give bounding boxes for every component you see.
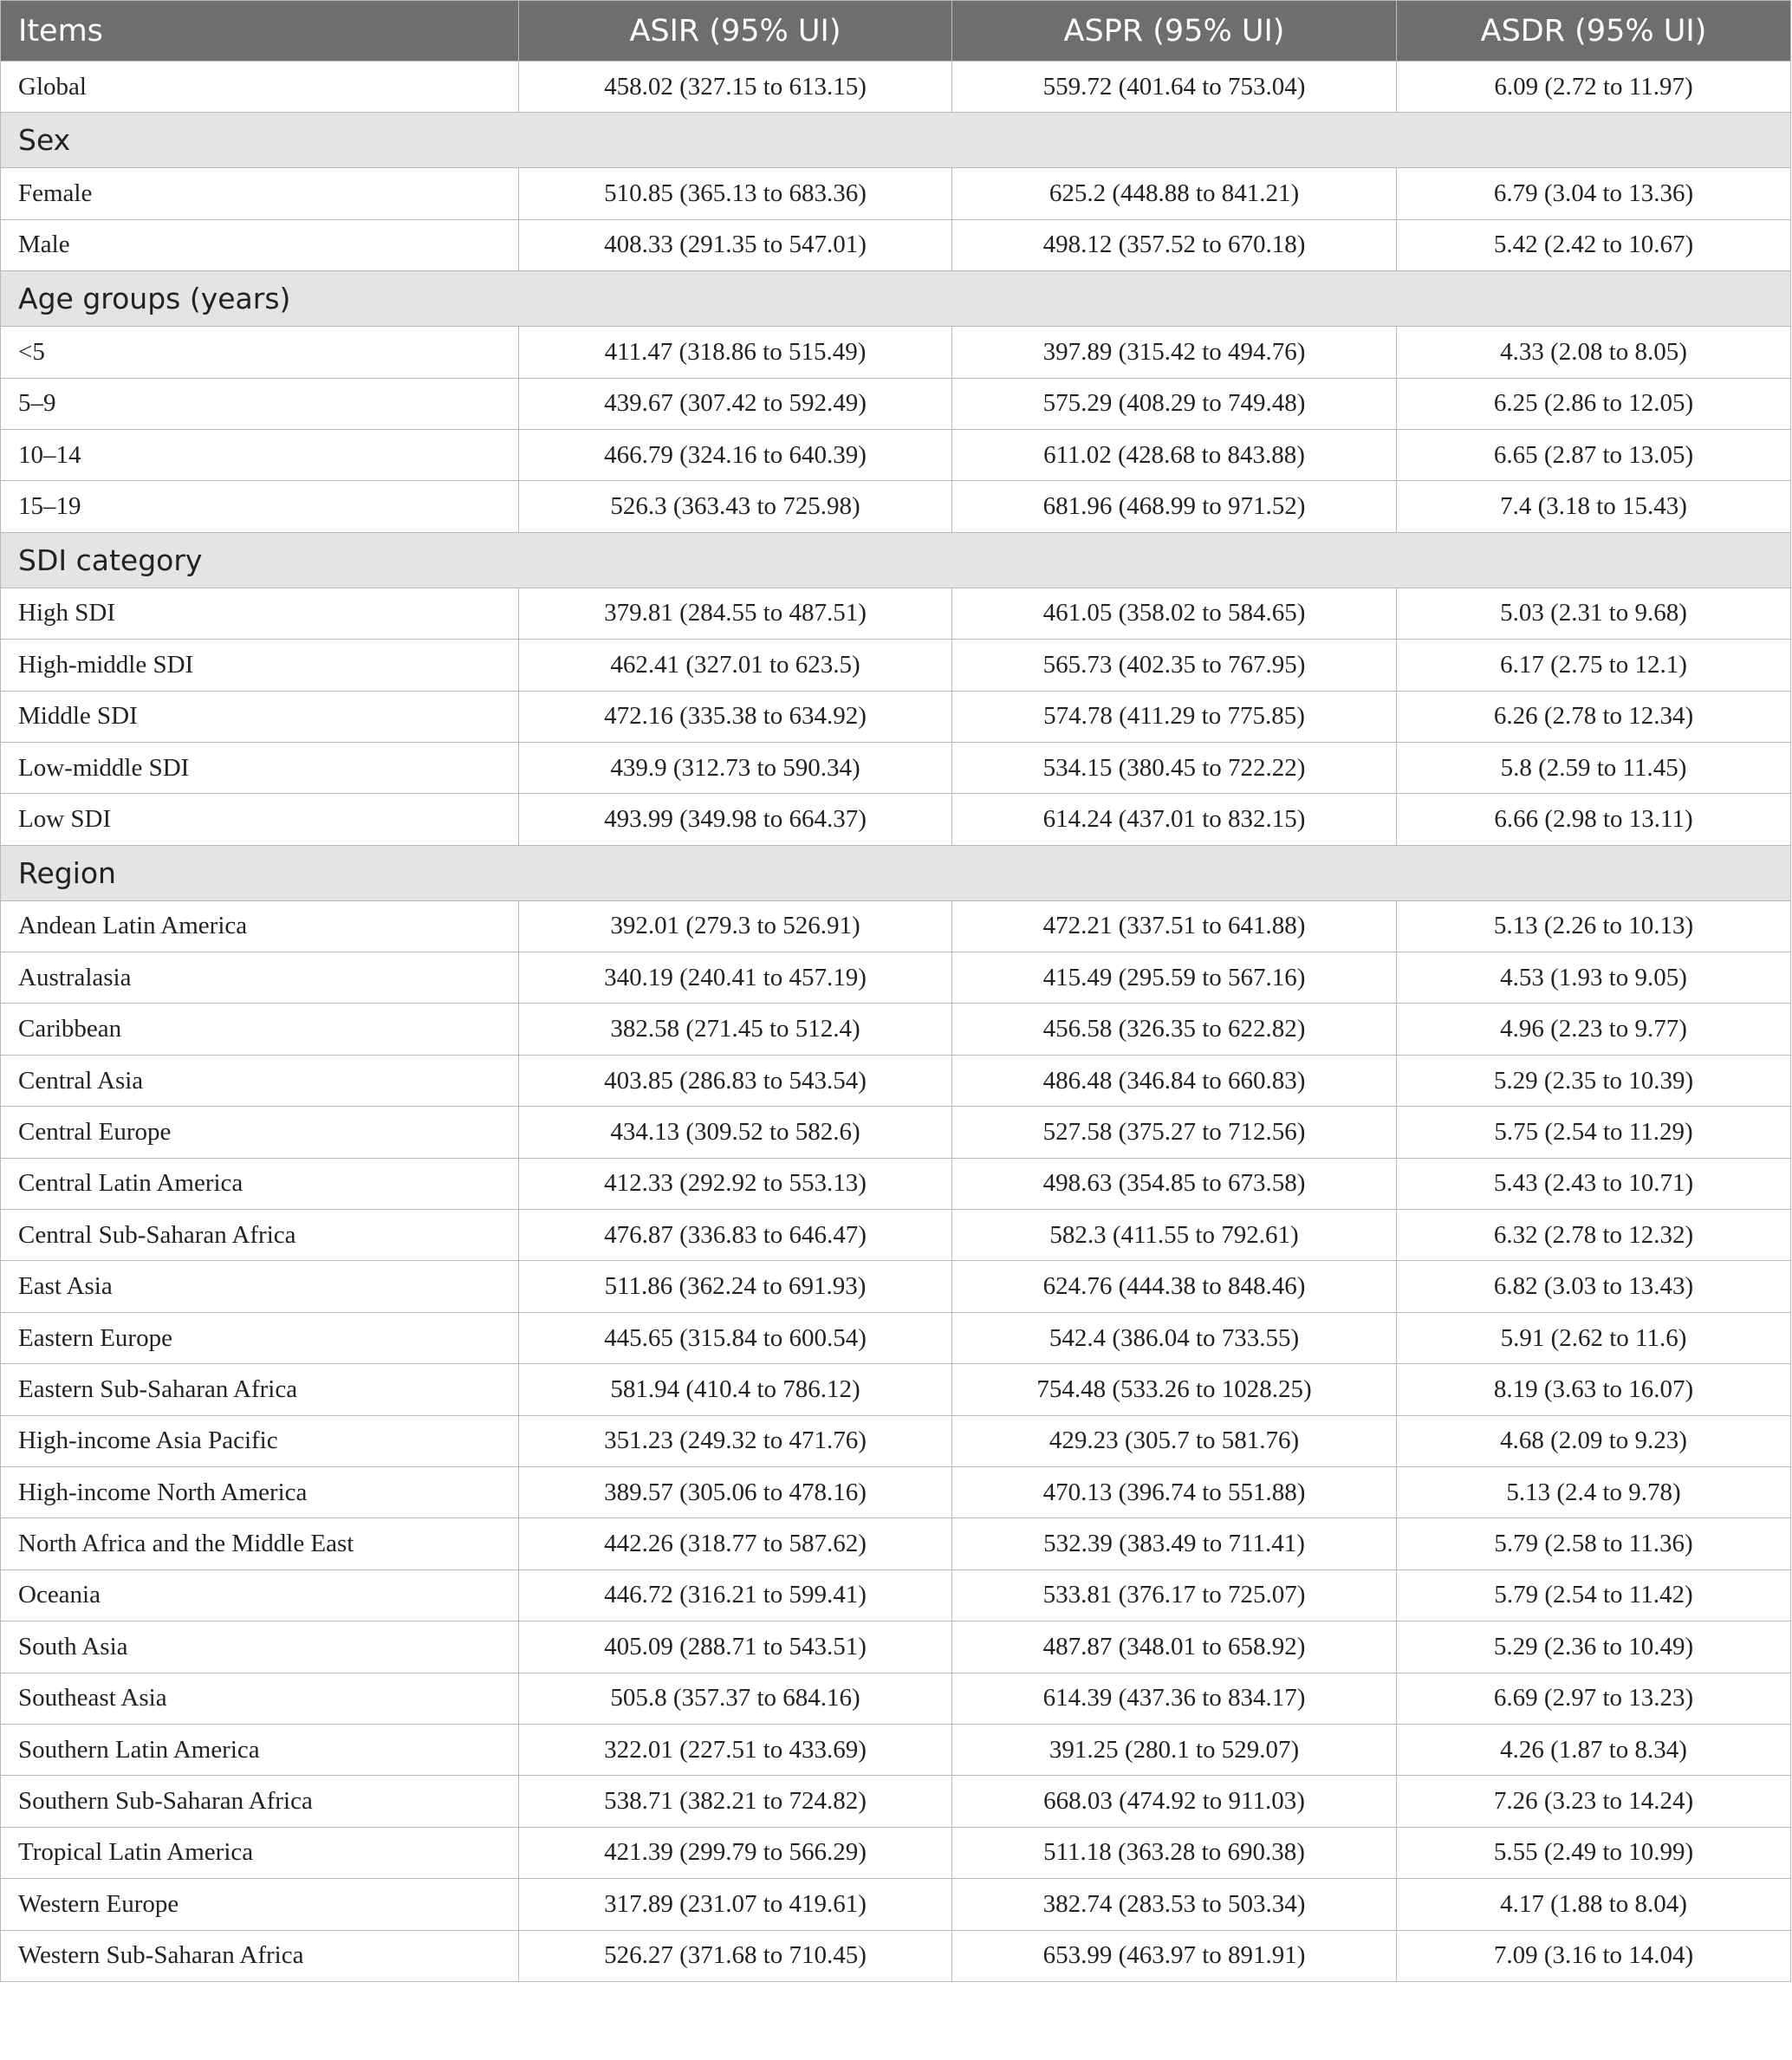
table-row (1, 1569, 1791, 1621)
row-label: Southern Sub-Saharan Africa (1, 1776, 519, 1827)
aspr-cell: 470.13 (396.74 to 551.88) (952, 1466, 1397, 1517)
row-label: North Africa and the Middle East (1, 1518, 519, 1569)
aspr-cell: 668.03 (474.92 to 911.03) (952, 1776, 1397, 1827)
asir-cell: 458.02 (327.15 to 613.15) (519, 62, 952, 113)
asdr-cell: 4.53 (1.93 to 9.05) (1397, 952, 1791, 1004)
asir-cell: 382.58 (271.45 to 512.4) (519, 1004, 952, 1055)
asdr-cell: 5.42 (2.42 to 10.67) (1397, 219, 1791, 270)
row-label: Tropical Latin America (1, 1827, 519, 1878)
section-label: Region (1, 845, 1791, 900)
table-row (1, 1930, 1791, 1981)
row-label: Low-middle SDI (1, 742, 519, 793)
asir-cell: 581.94 (410.4 to 786.12) (519, 1364, 952, 1415)
asdr-cell: 4.33 (2.08 to 8.05) (1397, 327, 1791, 378)
table-row (1, 378, 1791, 429)
table-header (1, 1, 1791, 62)
header-aspr: ASPR (95% UI) (952, 1, 1397, 62)
asir-cell: 462.41 (327.01 to 623.5) (519, 640, 952, 691)
row-label: Low SDI (1, 794, 519, 845)
asir-cell: 493.99 (349.98 to 664.37) (519, 794, 952, 845)
row-label: High-middle SDI (1, 640, 519, 691)
asdr-cell: 5.8 (2.59 to 11.45) (1397, 742, 1791, 793)
asdr-cell: 6.32 (2.78 to 12.32) (1397, 1210, 1791, 1261)
aspr-cell: 542.4 (386.04 to 733.55) (952, 1312, 1397, 1363)
table-row (1, 168, 1791, 219)
aspr-cell: 382.74 (283.53 to 503.34) (952, 1879, 1397, 1930)
asir-cell: 411.47 (318.86 to 515.49) (519, 327, 952, 378)
asdr-cell: 5.79 (2.54 to 11.42) (1397, 1569, 1791, 1621)
asir-cell: 317.89 (231.07 to 419.61) (519, 1879, 952, 1930)
asir-cell: 526.27 (371.68 to 710.45) (519, 1930, 952, 1981)
table-row (1, 794, 1791, 845)
table-row (1, 640, 1791, 691)
header-asir: ASIR (95% UI) (519, 1, 952, 62)
asdr-cell: 4.96 (2.23 to 9.77) (1397, 1004, 1791, 1055)
asir-cell: 511.86 (362.24 to 691.93) (519, 1261, 952, 1312)
table-row (1, 1466, 1791, 1517)
aspr-cell: 624.76 (444.38 to 848.46) (952, 1261, 1397, 1312)
table-row (1, 327, 1791, 378)
table-row (1, 1724, 1791, 1775)
table-row (1, 1776, 1791, 1827)
row-label: 10–14 (1, 429, 519, 480)
row-label: South Asia (1, 1621, 519, 1673)
asir-cell: 510.85 (365.13 to 683.36) (519, 168, 952, 219)
asdr-cell: 5.13 (2.26 to 10.13) (1397, 900, 1791, 952)
aspr-cell: 486.48 (346.84 to 660.83) (952, 1055, 1397, 1106)
row-label: Caribbean (1, 1004, 519, 1055)
aspr-cell: 533.81 (376.17 to 725.07) (952, 1569, 1397, 1621)
asir-cell: 389.57 (305.06 to 478.16) (519, 1466, 952, 1517)
aspr-cell: 397.89 (315.42 to 494.76) (952, 327, 1397, 378)
asir-cell: 442.26 (318.77 to 587.62) (519, 1518, 952, 1569)
table-row (1, 1879, 1791, 1930)
asdr-cell: 5.29 (2.35 to 10.39) (1397, 1055, 1791, 1106)
asir-cell: 472.16 (335.38 to 634.92) (519, 691, 952, 742)
asir-cell: 538.71 (382.21 to 724.82) (519, 1776, 952, 1827)
row-label: High-income Asia Pacific (1, 1415, 519, 1466)
asdr-cell: 4.17 (1.88 to 8.04) (1397, 1879, 1791, 1930)
aspr-cell: 614.39 (437.36 to 834.17) (952, 1673, 1397, 1724)
table-row (1, 691, 1791, 742)
section-label: SDI category (1, 532, 1791, 588)
aspr-cell: 472.21 (337.51 to 641.88) (952, 900, 1397, 952)
row-label: Eastern Sub-Saharan Africa (1, 1364, 519, 1415)
aspr-cell: 429.23 (305.7 to 581.76) (952, 1415, 1397, 1466)
aspr-cell: 498.12 (357.52 to 670.18) (952, 219, 1397, 270)
table-row (1, 1518, 1791, 1569)
asir-cell: 351.23 (249.32 to 471.76) (519, 1415, 952, 1466)
table-row (1, 1107, 1791, 1158)
asdr-cell: 5.13 (2.4 to 9.78) (1397, 1466, 1791, 1517)
aspr-cell: 532.39 (383.49 to 711.41) (952, 1518, 1397, 1569)
row-label: Southeast Asia (1, 1673, 519, 1724)
row-label: East Asia (1, 1261, 519, 1312)
asdr-cell: 4.26 (1.87 to 8.34) (1397, 1724, 1791, 1775)
asir-cell: 421.39 (299.79 to 566.29) (519, 1827, 952, 1878)
asdr-cell: 6.65 (2.87 to 13.05) (1397, 429, 1791, 480)
row-label: 15–19 (1, 481, 519, 532)
row-label: Western Europe (1, 1879, 519, 1930)
aspr-cell: 511.18 (363.28 to 690.38) (952, 1827, 1397, 1878)
aspr-cell: 754.48 (533.26 to 1028.25) (952, 1364, 1397, 1415)
aspr-cell: 625.2 (448.88 to 841.21) (952, 168, 1397, 219)
row-label: Oceania (1, 1569, 519, 1621)
aspr-cell: 498.63 (354.85 to 673.58) (952, 1158, 1397, 1209)
asir-cell: 505.8 (357.37 to 684.16) (519, 1673, 952, 1724)
table-row (1, 62, 1791, 113)
asir-cell: 526.3 (363.43 to 725.98) (519, 481, 952, 532)
row-label: Male (1, 219, 519, 270)
aspr-cell: 456.58 (326.35 to 622.82) (952, 1004, 1397, 1055)
row-label: Southern Latin America (1, 1724, 519, 1775)
asdr-cell: 6.69 (2.97 to 13.23) (1397, 1673, 1791, 1724)
asir-cell: 322.01 (227.51 to 433.69) (519, 1724, 952, 1775)
table-row (1, 742, 1791, 793)
aspr-cell: 559.72 (401.64 to 753.04) (952, 62, 1397, 113)
section-row (1, 845, 1791, 900)
table-row (1, 1364, 1791, 1415)
table-row (1, 588, 1791, 639)
row-label: Australasia (1, 952, 519, 1004)
section-row (1, 113, 1791, 168)
aspr-cell: 574.78 (411.29 to 775.85) (952, 691, 1397, 742)
asdr-cell: 5.03 (2.31 to 9.68) (1397, 588, 1791, 639)
table-row (1, 1158, 1791, 1209)
asdr-cell: 5.75 (2.54 to 11.29) (1397, 1107, 1791, 1158)
row-label: High-income North America (1, 1466, 519, 1517)
row-label: Western Sub-Saharan Africa (1, 1930, 519, 1981)
table-row (1, 1673, 1791, 1724)
asdr-cell: 7.26 (3.23 to 14.24) (1397, 1776, 1791, 1827)
aspr-cell: 565.73 (402.35 to 767.95) (952, 640, 1397, 691)
asir-cell: 412.33 (292.92 to 553.13) (519, 1158, 952, 1209)
asdr-cell: 8.19 (3.63 to 16.07) (1397, 1364, 1791, 1415)
aspr-cell: 461.05 (358.02 to 584.65) (952, 588, 1397, 639)
asir-cell: 405.09 (288.71 to 543.51) (519, 1621, 952, 1673)
table-row (1, 1210, 1791, 1261)
table-row (1, 219, 1791, 270)
row-label: Central Europe (1, 1107, 519, 1158)
asir-cell: 466.79 (324.16 to 640.39) (519, 429, 952, 480)
section-label: Age groups (years) (1, 271, 1791, 327)
table-row (1, 1055, 1791, 1106)
row-label: 5–9 (1, 378, 519, 429)
asdr-cell: 5.79 (2.58 to 11.36) (1397, 1518, 1791, 1569)
asdr-cell: 7.4 (3.18 to 15.43) (1397, 481, 1791, 532)
aspr-cell: 614.24 (437.01 to 832.15) (952, 794, 1397, 845)
table-row (1, 900, 1791, 952)
section-row (1, 532, 1791, 588)
row-label: High SDI (1, 588, 519, 639)
asdr-cell: 5.29 (2.36 to 10.49) (1397, 1621, 1791, 1673)
table-row (1, 1312, 1791, 1363)
asir-cell: 476.87 (336.83 to 646.47) (519, 1210, 952, 1261)
asir-cell: 439.67 (307.42 to 592.49) (519, 378, 952, 429)
row-label: Middle SDI (1, 691, 519, 742)
table-row (1, 952, 1791, 1004)
row-label: Andean Latin America (1, 900, 519, 952)
asir-cell: 392.01 (279.3 to 526.91) (519, 900, 952, 952)
row-label: <5 (1, 327, 519, 378)
asdr-cell: 7.09 (3.16 to 14.04) (1397, 1930, 1791, 1981)
row-label: Central Asia (1, 1055, 519, 1106)
table-row (1, 1621, 1791, 1673)
aspr-cell: 534.15 (380.45 to 722.22) (952, 742, 1397, 793)
row-label: Eastern Europe (1, 1312, 519, 1363)
asdr-cell: 5.55 (2.49 to 10.99) (1397, 1827, 1791, 1878)
table-row (1, 1827, 1791, 1878)
asdr-cell: 6.17 (2.75 to 12.1) (1397, 640, 1791, 691)
row-label: Female (1, 168, 519, 219)
asir-cell: 434.13 (309.52 to 582.6) (519, 1107, 952, 1158)
asdr-cell: 5.91 (2.62 to 11.6) (1397, 1312, 1791, 1363)
asir-cell: 439.9 (312.73 to 590.34) (519, 742, 952, 793)
row-label: Global (1, 62, 519, 113)
section-row (1, 271, 1791, 327)
asir-cell: 403.85 (286.83 to 543.54) (519, 1055, 952, 1106)
asir-cell: 340.19 (240.41 to 457.19) (519, 952, 952, 1004)
table-row (1, 429, 1791, 480)
asdr-cell: 6.79 (3.04 to 13.36) (1397, 168, 1791, 219)
header-asdr: ASDR (95% UI) (1397, 1, 1791, 62)
table-row (1, 481, 1791, 532)
asir-cell: 445.65 (315.84 to 600.54) (519, 1312, 952, 1363)
aspr-cell: 681.96 (468.99 to 971.52) (952, 481, 1397, 532)
header-row (1, 1, 1791, 62)
row-label: Central Sub-Saharan Africa (1, 1210, 519, 1261)
aspr-cell: 527.58 (375.27 to 712.56) (952, 1107, 1397, 1158)
aspr-cell: 391.25 (280.1 to 529.07) (952, 1724, 1397, 1775)
asir-cell: 446.72 (316.21 to 599.41) (519, 1569, 952, 1621)
asdr-cell: 6.09 (2.72 to 11.97) (1397, 62, 1791, 113)
asdr-cell: 6.82 (3.03 to 13.43) (1397, 1261, 1791, 1312)
table-row (1, 1415, 1791, 1466)
table-body (1, 62, 1791, 1982)
aspr-cell: 653.99 (463.97 to 891.91) (952, 1930, 1397, 1981)
asdr-cell: 6.66 (2.98 to 13.11) (1397, 794, 1791, 845)
asdr-cell: 4.68 (2.09 to 9.23) (1397, 1415, 1791, 1466)
asdr-cell: 6.26 (2.78 to 12.34) (1397, 691, 1791, 742)
aspr-cell: 487.87 (348.01 to 658.92) (952, 1621, 1397, 1673)
asir-cell: 379.81 (284.55 to 487.51) (519, 588, 952, 639)
aspr-cell: 582.3 (411.55 to 792.61) (952, 1210, 1397, 1261)
row-label: Central Latin America (1, 1158, 519, 1209)
table-row (1, 1261, 1791, 1312)
aspr-cell: 611.02 (428.68 to 843.88) (952, 429, 1397, 480)
asir-cell: 408.33 (291.35 to 547.01) (519, 219, 952, 270)
aspr-cell: 575.29 (408.29 to 749.48) (952, 378, 1397, 429)
asdr-cell: 6.25 (2.86 to 12.05) (1397, 378, 1791, 429)
header-items: Items (1, 1, 519, 62)
aspr-cell: 415.49 (295.59 to 567.16) (952, 952, 1397, 1004)
asdr-cell: 5.43 (2.43 to 10.71) (1397, 1158, 1791, 1209)
section-label: Sex (1, 113, 1791, 168)
table-row (1, 1004, 1791, 1055)
